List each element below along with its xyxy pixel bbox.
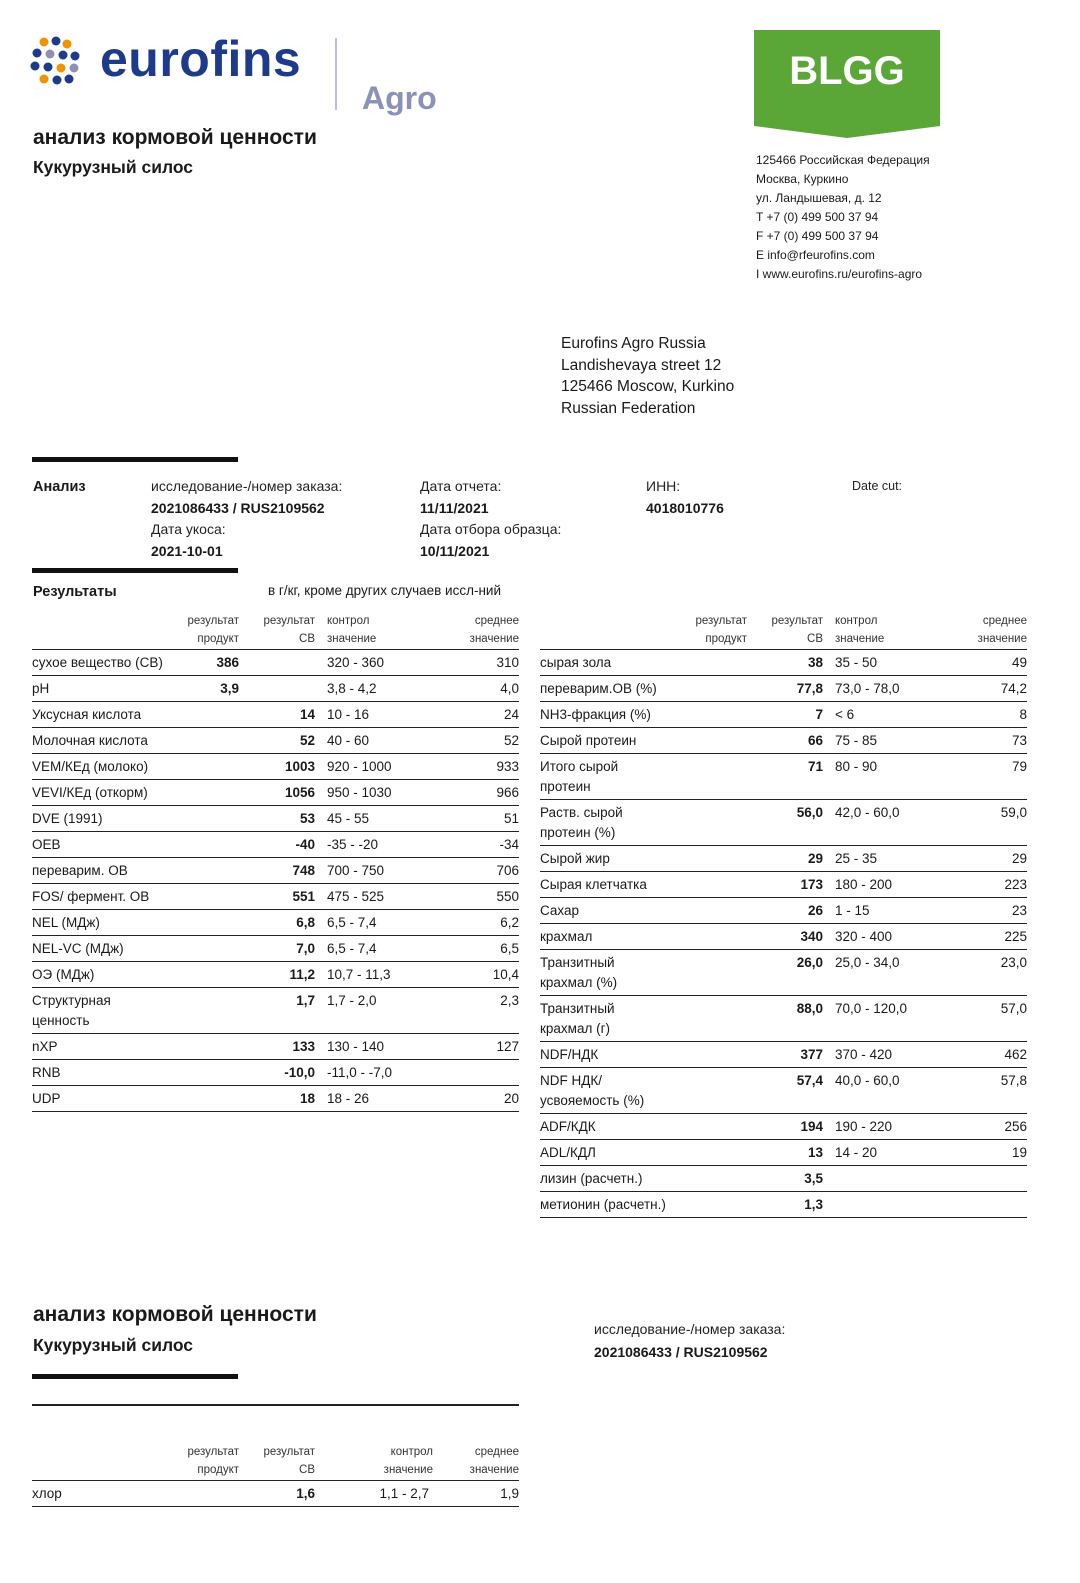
row-average-cell: 256: [1004, 1119, 1027, 1134]
row-control-cell: 18 - 26: [327, 1091, 370, 1106]
row-name-cell: Структурная ценность: [32, 993, 111, 1028]
row-control-cell: 1 - 15: [835, 903, 870, 918]
row-average-cell: 6,5: [500, 941, 519, 956]
row-control-cell: < 6: [835, 707, 855, 722]
row-control-cell: 70,0 - 120,0: [835, 1001, 908, 1016]
analysis-label: Анализ: [33, 479, 86, 495]
row-product-cell: 3,9: [220, 681, 239, 696]
row-name-cell: DVE (1991): [32, 811, 103, 826]
row-dm-cell: 18: [299, 1091, 315, 1106]
eurofins-agro-logo: [30, 28, 440, 120]
col-average-header: среднее значение: [469, 615, 519, 645]
row-dm-cell: 88,0: [796, 1001, 823, 1016]
table-row: [540, 754, 1027, 800]
table-row: [32, 1034, 519, 1060]
row-dm-cell: 66: [807, 733, 823, 748]
row-name-cell: Итого сырой протеин: [540, 759, 619, 794]
report-date-value: 11/11/2021: [420, 500, 489, 516]
address-line: ул. Ландышевая, д. 12: [756, 191, 882, 205]
table-row: [540, 872, 1027, 898]
row-product-cell: [670, 996, 747, 1042]
table-header-row: [32, 612, 519, 650]
row-average-cell: 2,3: [500, 993, 519, 1008]
row-dm-cell: 3,5: [804, 1171, 823, 1186]
section-bar: [32, 568, 238, 573]
row-control-cell: 320 - 400: [835, 929, 893, 944]
row-average-cell: 462: [1004, 1047, 1027, 1062]
row-average-cell: 73: [1011, 733, 1027, 748]
recipient-line: Eurofins Agro Russia: [561, 335, 706, 352]
row-name-cell: Сырая клетчатка: [540, 877, 647, 892]
row-product-cell: 386: [216, 655, 239, 670]
row-name-cell: UDP: [32, 1091, 61, 1106]
row-product-cell: [167, 988, 239, 1034]
row-control-cell: 45 - 55: [327, 811, 370, 826]
row-dm-cell: 173: [800, 877, 823, 892]
row-dm-cell: 7,0: [296, 941, 315, 956]
row-dm-cell: 53: [299, 811, 315, 826]
row-product-cell: [670, 1192, 747, 1218]
recipient-address: [561, 333, 734, 419]
row-control-cell: 1,7 - 2,0: [327, 993, 377, 1008]
document-subtitle: Кукурузный силос: [33, 157, 194, 177]
table-row: [540, 676, 1027, 702]
brand-sub: Agro: [362, 80, 437, 116]
row-average-cell: 57,8: [1000, 1073, 1027, 1088]
row-product-cell: [167, 780, 239, 806]
row-average-cell: [941, 1192, 1027, 1218]
row-name-cell: NEL-VC (МДж): [32, 941, 124, 956]
units-note: в г/кг, кроме других случаев иссл-ний: [268, 583, 501, 598]
row-average-cell: 1,9: [500, 1486, 519, 1501]
col-control-header: контрол значение: [383, 1446, 433, 1476]
page2-order-label: исследование-/номер заказа:: [594, 1321, 786, 1337]
row-product-cell: [670, 702, 747, 728]
row-name-cell: крахмал: [540, 929, 593, 944]
row-control-cell: 320 - 360: [327, 655, 385, 670]
row-control-cell: -11,0 - -7,0: [327, 1065, 393, 1080]
row-dm-cell: -40: [295, 837, 315, 852]
table-header-row: [540, 612, 1027, 650]
brand-name: eurofins: [100, 31, 302, 87]
table-row: [32, 1060, 519, 1086]
row-product-cell: [670, 1042, 747, 1068]
row-average-cell: 59,0: [1000, 805, 1027, 820]
row-dm-cell: 26: [807, 903, 823, 918]
table-row: [540, 1192, 1027, 1218]
row-product-cell: [167, 1060, 239, 1086]
row-name-cell: nXP: [32, 1039, 58, 1054]
row-control-cell: 6,5 - 7,4: [327, 915, 377, 930]
row-product-cell: [167, 754, 239, 780]
row-dm-cell: 77,8: [796, 681, 823, 696]
document-title: анализ кормовой ценности: [33, 126, 317, 149]
eurofins-dots-icon: [30, 36, 90, 86]
row-product-cell: [670, 1166, 747, 1192]
row-control-cell: 130 - 140: [327, 1039, 385, 1054]
row-product-cell: [670, 728, 747, 754]
row-name-cell: Уксусная кислота: [32, 707, 142, 722]
row-product-cell: [670, 800, 747, 846]
date-cut-label: Date cut:: [852, 479, 903, 493]
table-row: [32, 754, 519, 780]
blgg-logo: [754, 30, 940, 138]
row-average-cell: 8: [1019, 707, 1027, 722]
row-control-cell: 80 - 90: [835, 759, 878, 774]
address-line: 125466 Российская Федерация: [756, 153, 930, 167]
row-dm-cell: 14: [299, 707, 315, 722]
row-control-cell: 190 - 220: [835, 1119, 893, 1134]
row-average-cell: 310: [496, 655, 519, 670]
recipient-line: 125466 Moscow, Kurkino: [561, 378, 735, 395]
row-average-cell: 74,2: [1000, 681, 1027, 696]
row-control-cell: 10 - 16: [327, 707, 370, 722]
col-name-header: [540, 612, 670, 650]
row-name-cell: OEB: [32, 837, 61, 852]
row-product-cell: [670, 1068, 747, 1114]
sample-date-value: 10/11/2021: [420, 543, 490, 559]
address-line: Москва, Куркино: [756, 172, 849, 186]
col-average-header: среднее значение: [977, 615, 1027, 645]
row-control-cell: 10,7 - 11,3: [327, 967, 391, 982]
row-dm-cell: 38: [807, 655, 823, 670]
row-product-cell: [167, 832, 239, 858]
row-dm-cell: 377: [800, 1047, 823, 1062]
row-control-cell: 3,8 - 4,2: [327, 681, 377, 696]
table-row: [32, 702, 519, 728]
page2-results-table: [32, 1443, 519, 1507]
row-name-cell: хлор: [32, 1486, 62, 1501]
row-product-cell: [167, 1481, 239, 1507]
row-average-cell: 933: [496, 759, 519, 774]
row-control-cell: 75 - 85: [835, 733, 878, 748]
row-average-cell: 49: [1011, 655, 1027, 670]
row-average-cell: 52: [503, 733, 519, 748]
row-average-cell: 23,0: [1000, 955, 1027, 970]
col-product-header: результат продукт: [695, 615, 747, 645]
fax-line: F +7 (0) 499 500 37 94: [756, 229, 879, 243]
inn-value: 4018010776: [646, 500, 724, 516]
row-average-cell: 4,0: [500, 681, 519, 696]
row-average-cell: 19: [1011, 1145, 1027, 1160]
row-dm-cell: 56,0: [796, 805, 823, 820]
table-row: [540, 650, 1027, 676]
row-dm-cell: -10,0: [284, 1065, 315, 1080]
row-average-cell: 225: [1004, 929, 1027, 944]
row-control-cell: 42,0 - 60,0: [835, 805, 900, 820]
table-row: [540, 1068, 1027, 1114]
row-average-cell: 57,0: [1000, 1001, 1027, 1016]
row-control-cell: [823, 1192, 941, 1218]
row-control-cell: 25,0 - 34,0: [835, 955, 900, 970]
col-product-header: результат продукт: [187, 1446, 239, 1476]
row-control-cell: 35 - 50: [835, 655, 878, 670]
row-control-cell: 180 - 200: [835, 877, 893, 892]
row-average-cell: 10,4: [492, 967, 519, 982]
row-name-cell: FOS/ фермент. ОВ: [32, 889, 150, 904]
row-average-cell: 223: [1004, 877, 1027, 892]
row-average-cell: 127: [496, 1039, 519, 1054]
row-product-cell: [670, 924, 747, 950]
row-dm-cell: 194: [800, 1119, 823, 1134]
row-name-cell: Сырой протеин: [540, 733, 637, 748]
row-dm-cell: 748: [292, 863, 315, 878]
col-dm-header: результат СВ: [263, 1446, 315, 1476]
row-dm-cell: 57,4: [796, 1073, 823, 1088]
row-name-cell: VEVI/КЕд (откорм): [32, 785, 148, 800]
row-name-cell: NEL (МДж): [32, 915, 100, 930]
table-row: [32, 676, 519, 702]
order-label: исследование-/номер заказа:: [151, 478, 343, 494]
row-dm-cell: [239, 650, 315, 676]
table-row: [540, 1042, 1027, 1068]
row-product-cell: [167, 884, 239, 910]
row-control-cell: [823, 1166, 941, 1192]
row-product-cell: [167, 1034, 239, 1060]
website-line: I www.eurofins.ru/eurofins-agro: [756, 267, 923, 281]
row-product-cell: [670, 898, 747, 924]
row-control-cell: 1,1 - 2,7: [379, 1486, 429, 1501]
row-name-cell: сухое вещество (СВ): [32, 655, 163, 670]
phone-line: T +7 (0) 499 500 37 94: [756, 210, 879, 224]
row-name-cell: сырая зола: [540, 655, 612, 670]
logo-divider: [335, 38, 337, 110]
inn-label: ИНН:: [646, 478, 681, 494]
row-dm-cell: 29: [807, 851, 823, 866]
row-dm-cell: 1,7: [296, 993, 315, 1008]
row-dm-cell: 11,2: [289, 967, 315, 982]
col-product-header: результат продукт: [187, 615, 239, 645]
page2-order-value: 2021086433 / RUS2109562: [594, 1344, 768, 1360]
row-product-cell: [670, 950, 747, 996]
col-dm-header: результат СВ: [771, 615, 823, 645]
table-row: [32, 728, 519, 754]
row-dm-cell: 133: [292, 1039, 315, 1054]
row-name-cell: RNB: [32, 1065, 61, 1080]
table-row: [540, 1140, 1027, 1166]
order-value: 2021086433 / RUS2109562: [151, 500, 325, 516]
lab-address-block: [756, 151, 930, 284]
row-control-cell: 40,0 - 60,0: [835, 1073, 900, 1088]
row-dm-cell: 7: [815, 707, 823, 722]
row-control-cell: 920 - 1000: [327, 759, 392, 774]
row-dm-cell: 1,6: [296, 1486, 315, 1501]
recipient-line: Landishevaya street 12: [561, 356, 722, 374]
row-product-cell: [167, 728, 239, 754]
table-row: [32, 1086, 519, 1112]
row-average-cell: 79: [1011, 759, 1027, 774]
row-name-cell: NDF/НДК: [540, 1047, 599, 1062]
table-row: [540, 950, 1027, 996]
row-name-cell: ADF/КДК: [540, 1119, 596, 1134]
table-row: [32, 806, 519, 832]
row-product-cell: [670, 1140, 747, 1166]
row-name-cell: ADL/КДЛ: [540, 1145, 596, 1160]
results-label: Результаты: [33, 584, 117, 600]
row-product-cell: [167, 962, 239, 988]
table-row: [32, 1481, 519, 1507]
row-dm-cell: 71: [807, 759, 823, 774]
cut-date-value: 2021-10-01: [151, 543, 223, 559]
row-name-cell: VEM/КЕд (молоко): [32, 759, 149, 774]
row-name-cell: Транзитный крахмал (г): [540, 1001, 615, 1036]
row-control-cell: 14 - 20: [835, 1145, 878, 1160]
col-name-header: [32, 1443, 167, 1481]
row-name-cell: метионин (расчетн.): [540, 1197, 666, 1212]
row-average-cell: 29: [1011, 851, 1027, 866]
row-average-cell: 550: [496, 889, 519, 904]
row-average-cell: 6,2: [500, 915, 519, 930]
col-name-header: [32, 612, 167, 650]
section-bar: [32, 1374, 238, 1379]
row-dm-cell: 26,0: [796, 955, 823, 970]
row-average-cell: 706: [496, 863, 519, 878]
col-average-header: среднее значение: [469, 1446, 519, 1476]
table-row: [32, 962, 519, 988]
row-product-cell: [167, 702, 239, 728]
row-average-cell: 23: [1011, 903, 1027, 918]
table-row: [32, 858, 519, 884]
row-dm-cell: 340: [800, 929, 823, 944]
row-name-cell: переварим.ОВ (%): [540, 681, 657, 696]
col-dm-header: результат СВ: [263, 615, 315, 645]
row-average-cell: -34: [499, 837, 519, 852]
row-name-cell: ОЭ (МДж): [32, 967, 95, 982]
row-control-cell: 475 - 525: [327, 889, 385, 904]
row-control-cell: 700 - 750: [327, 863, 385, 878]
row-name-cell: NDF НДК/усвояемость (%): [540, 1073, 645, 1108]
row-dm-cell: 551: [292, 889, 315, 904]
row-dm-cell: [239, 676, 315, 702]
section-bar: [32, 457, 238, 462]
results-table-right: [540, 612, 1027, 1218]
table-row: [32, 910, 519, 936]
table-row: [32, 988, 519, 1034]
recipient-line: Russian Federation: [561, 399, 696, 417]
row-product-cell: [670, 676, 747, 702]
table-row: [540, 800, 1027, 846]
row-average-cell: 20: [503, 1091, 519, 1106]
row-control-cell: 73,0 - 78,0: [835, 681, 900, 696]
row-product-cell: [670, 650, 747, 676]
blgg-logo-text: BLGG: [789, 49, 905, 93]
row-product-cell: [670, 754, 747, 800]
row-product-cell: [167, 858, 239, 884]
row-name-cell: NH3-фракция (%): [540, 707, 651, 722]
table-header-row: [32, 1443, 519, 1481]
row-name-cell: Сырой жир: [540, 851, 610, 866]
divider-line: [32, 1404, 519, 1406]
table-row: [540, 846, 1027, 872]
row-product-cell: [167, 806, 239, 832]
row-product-cell: [167, 936, 239, 962]
row-name-cell: лизин (расчетн.): [540, 1171, 643, 1186]
table-row: [540, 924, 1027, 950]
table-row: [540, 996, 1027, 1042]
row-average-cell: [941, 1166, 1027, 1192]
row-control-cell: 370 - 420: [835, 1047, 893, 1062]
row-control-cell: -35 - -20: [327, 837, 379, 852]
row-control-cell: 40 - 60: [327, 733, 370, 748]
row-name-cell: pH: [32, 681, 50, 696]
row-average-cell: [433, 1060, 519, 1086]
row-average-cell: 51: [503, 811, 519, 826]
row-average-cell: 24: [503, 707, 519, 722]
row-dm-cell: 52: [299, 733, 315, 748]
row-dm-cell: 13: [807, 1145, 823, 1160]
table-row: [32, 832, 519, 858]
report-date-label: Дата отчета:: [420, 478, 502, 494]
row-name-cell: переварим. ОВ: [32, 863, 128, 878]
row-product-cell: [670, 872, 747, 898]
table-row: [32, 884, 519, 910]
row-dm-cell: 1,3: [804, 1197, 823, 1212]
row-control-cell: 950 - 1030: [327, 785, 392, 800]
table-row: [32, 936, 519, 962]
row-name-cell: Молочная кислота: [32, 733, 148, 748]
row-name-cell: Сахар: [540, 903, 580, 918]
col-control-header: контрол значение: [327, 615, 377, 645]
email-line: E info@rfeurofins.com: [756, 248, 875, 262]
col-control-header: контрол значение: [835, 615, 885, 645]
results-table-left: [32, 612, 519, 1112]
row-control-cell: 6,5 - 7,4: [327, 941, 377, 956]
row-dm-cell: 1003: [284, 759, 315, 774]
row-average-cell: 966: [496, 785, 519, 800]
table-row: [540, 898, 1027, 924]
row-product-cell: [167, 910, 239, 936]
table-row: [540, 1114, 1027, 1140]
table-row: [540, 1166, 1027, 1192]
row-control-cell: 25 - 35: [835, 851, 878, 866]
table-row: [32, 650, 519, 676]
cut-date-label: Дата укоса:: [151, 521, 226, 537]
table-row: [540, 728, 1027, 754]
row-product-cell: [670, 1114, 747, 1140]
row-name-cell: Транзитный крахмал (%): [540, 955, 618, 990]
page2-subtitle: Кукурузный силос: [33, 1335, 194, 1355]
page2-title: анализ кормовой ценности: [33, 1303, 317, 1326]
row-product-cell: [167, 1086, 239, 1112]
row-dm-cell: 1056: [284, 785, 315, 800]
row-dm-cell: 6,8: [296, 915, 315, 930]
table-row: [540, 702, 1027, 728]
row-product-cell: [670, 846, 747, 872]
sample-date-label: Дата отбора образца:: [420, 521, 562, 537]
row-name-cell: Раств. сырой протеин (%): [540, 805, 623, 840]
table-row: [32, 780, 519, 806]
